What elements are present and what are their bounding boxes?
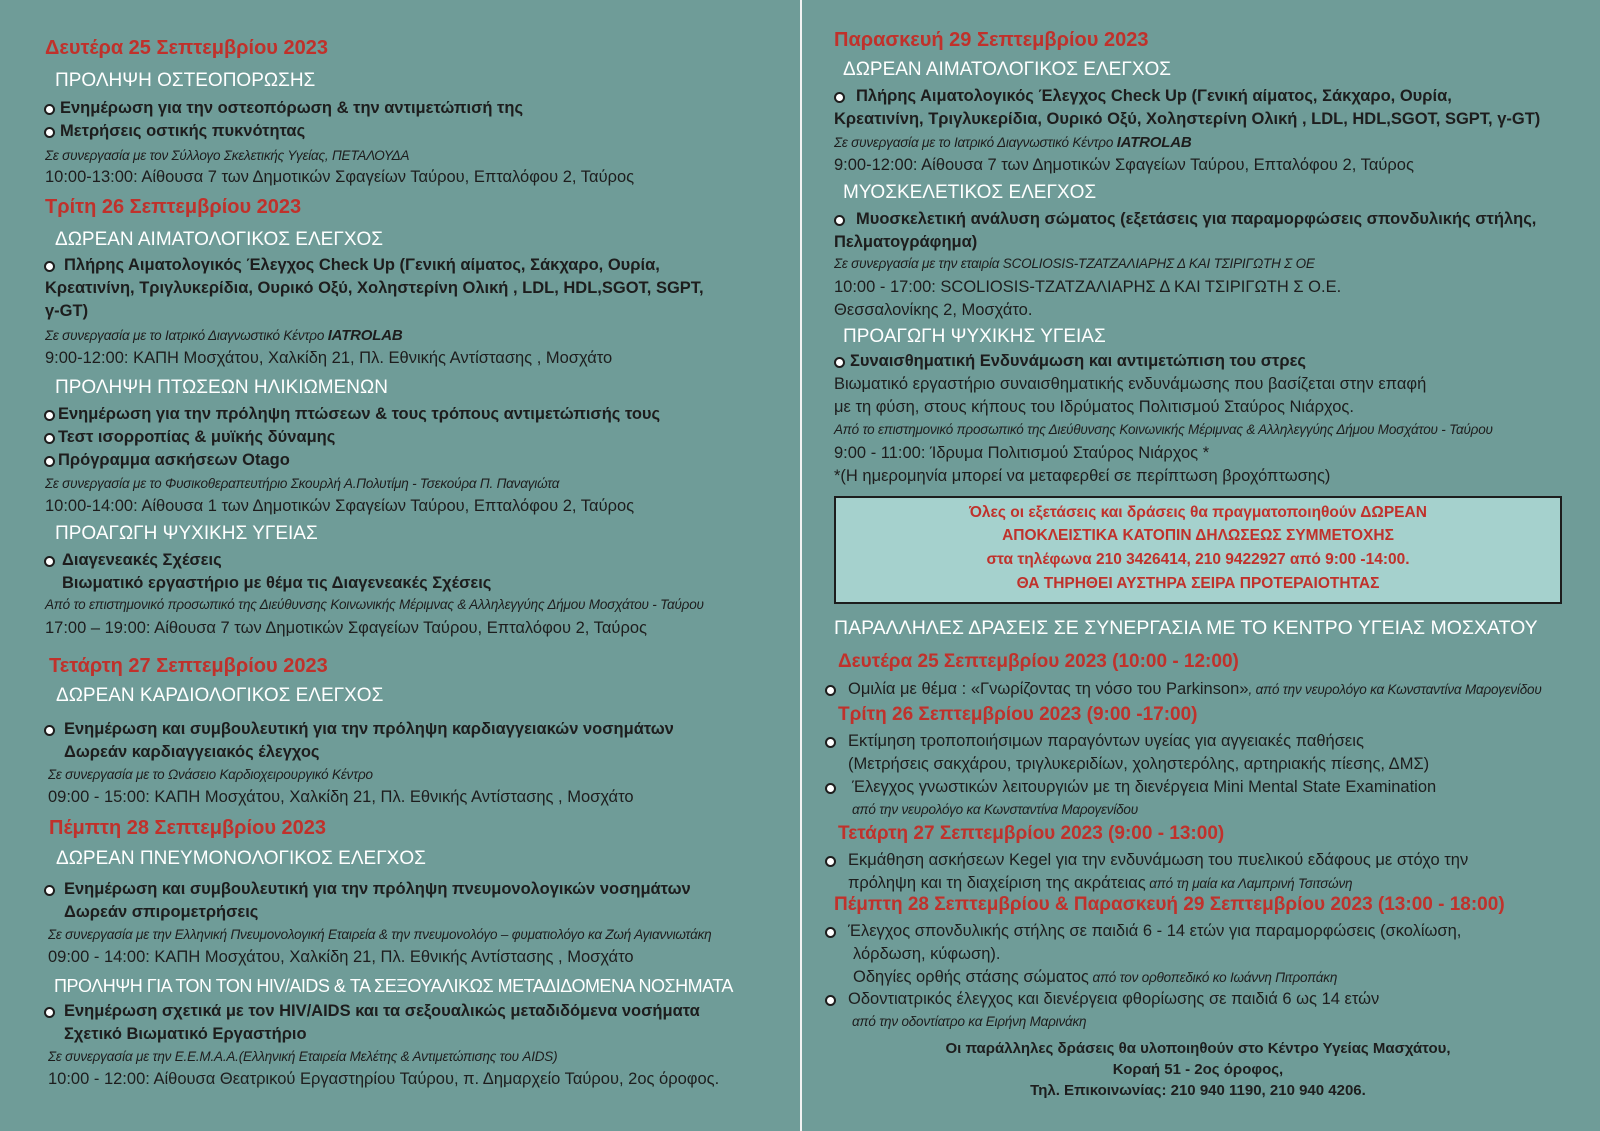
bullet-icon — [834, 357, 845, 368]
bullet-icon — [44, 433, 55, 444]
list-item: Ενημέρωση και συμβουλευτική για την πρόληψη πνευμονολογικών νοσημάτων — [64, 880, 691, 898]
fold-divider — [800, 0, 802, 1131]
footer-address: Κοραή 51 - 2ος όροφος, — [1112, 1061, 1284, 1078]
time-location: 9:00-12:00: Αίθουσα 7 των Δημοτικών Σφαγείων Ταύρου, Επταλόφου 2, Ταύρος — [834, 156, 1414, 174]
list-item: Τεστ ισορροπίας & μυϊκής δύναμης — [58, 428, 336, 446]
section-title-blood-test: ΔΩΡΕΑΝ ΑΙΜΑΤΟΛΟΓΙΚΟΣ ΕΛΕΓΧΟΣ — [55, 229, 384, 250]
bullet-icon — [44, 104, 55, 115]
day-heading-tuesday: Τρίτη 26 Σεπτεμβρίου 2023 — [45, 196, 302, 218]
list-item-continued: Πελματογράφημα) — [834, 233, 978, 251]
bullet-icon — [825, 737, 836, 748]
list-item: Ομιλία με θέμα : «Γνωρίζοντας τη νόσο του Parkinson», από την νευρολόγο κα Κωνσταντίνα Μαρογενίδου — [848, 680, 1542, 698]
bullet-icon — [44, 456, 55, 467]
bullet-icon — [44, 410, 55, 421]
time-location: 10:00-13:00: Αίθουσα 7 των Δημοτικών Σφαγείων Ταύρου, Επταλόφου 2, Ταύρος — [45, 168, 635, 186]
day-heading-thursday: Πέμπτη 28 Σεπτεμβρίου 2023 — [49, 817, 327, 839]
list-item: Έλεγχος σπονδυλικής στήλης σε παιδιά 6 - 14 ετών για παραμορφώσεις (σκολίωση, — [848, 922, 1462, 940]
section-title-mental-health: ΠΡΟΑΓΩΓΗ ΨΥΧΙΚΗΣ ΥΓΕΙΑΣ — [55, 523, 318, 544]
section-title-mental-health: ΠΡΟΑΓΩΓΗ ΨΥΧΙΚΗΣ ΥΓΕΙΑΣ — [843, 326, 1106, 347]
time-location: 9:00-12:00: ΚΑΠΗ Μοσχάτου, Χαλκίδη 21, Πλ. Εθνικής Αντίστασης , Μοσχάτο — [45, 349, 613, 367]
partner-note: Σε συνεργασία με το Ωνάσειο Καρδιοχειρουργικό Κέντρο — [48, 767, 373, 782]
partner-note: Σε συνεργασία με την Ελληνική Πνευμονολογική Εταιρεία & την πνευμονολόγο – φυματιολόγο κα Ζωή Αγιαννιωτάκη — [48, 927, 712, 942]
parallel-day-heading: Τετάρτη 27 Σεπτεμβρίου 2023 (9:00 - 13:00) — [838, 823, 1225, 844]
time-location: 10:00 - 12:00: Αίθουσα Θεατρικού Εργαστηρίου Ταύρου, π. Δημαρχείο Ταύρου, 2ος όροφος. — [48, 1070, 720, 1088]
registration-notice-box — [834, 496, 1562, 604]
item-description: Βιωματικό εργαστήριο με θέμα τις Διαγενεακές Σχέσεις — [62, 574, 492, 592]
time-location: 09:00 - 14:00: ΚΑΠΗ Μοσχάτου, Χαλκίδη 21, Πλ. Εθνικής Αντίστασης , Μοσχάτο — [48, 948, 634, 966]
list-item-continued: Σχετικό Βιωματικό Εργαστήριο — [64, 1025, 307, 1043]
notice-line: ΘΑ ΤΗΡΗΘΕΙ ΑΥΣΤΗΡΑ ΣΕΙΡΑ ΠΡΟΤΕΡΑΙΟΤΗΤΑΣ — [1016, 575, 1380, 592]
parallel-day-heading: Πέμπτη 28 Σεπτεμβρίου & Παρασκευή 29 Σεπτεμβρίου 2023 (13:00 - 18:00) — [834, 894, 1505, 915]
time-location: 9:00 - 11:00: Ίδρυμα Πολιτισμού Σταύρος Νιάρχος * — [834, 444, 1210, 462]
partner-note: Σε συνεργασία με το Φυσικοθεραπευτήριο Σκουρλή Α.Πολυτίμη - Τσεκούρα Π. Παναγιώτα — [45, 476, 560, 491]
partner-note: Από το επιστημονικό προσωπικό της Διεύθυνσης Κοινωνικής Μέριμνας & Αλληλεγγύης Δήμου Μοσχάτου - Ταύρου — [45, 597, 704, 612]
footer-line: Οι παράλληλες δράσεις θα υλοποιηθούν στο Κέντρο Υγείας Μασχάτου, — [945, 1040, 1451, 1057]
list-item: Διαγενεακές Σχέσεις — [62, 551, 222, 569]
bullet-icon — [825, 783, 836, 794]
speaker-note: από τη μαία κα Λαμπρινή Τσιτσώνη — [1145, 876, 1353, 891]
partner-note: Σε συνεργασία με το Ιατρικό Διαγνωστικό Κέντρο IATROLAB — [834, 134, 1192, 151]
list-item: Ενημέρωση σχετικά με τον HIV/AIDS και τα σεξουαλικώς μεταδιδόμενα νοσήματα — [64, 1002, 700, 1020]
speaker-note: από τον ορθοπεδικό κο Ιωάννη Πιτροπάκη — [1088, 970, 1338, 985]
parallel-actions-title: ΠΑΡΑΛΛΗΛΕΣ ΔΡΑΣΕΙΣ ΣΕ ΣΥΝΕΡΓΑΣΙΑ ΜΕ ΤΟ ΚΕΝΤΡΟ ΥΓΕΙΑΣ ΜΟΣΧΑΤΟΥ — [834, 617, 1538, 639]
day-heading-wednesday: Τετάρτη 27 Σεπτεμβρίου 2023 — [49, 655, 328, 677]
list-item: Οδοντιατρικός έλεγχος και διενέργεια φθορίωσης σε παιδιά 6 ως 14 ετών — [848, 990, 1380, 1008]
speaker-note: από την νευρολόγο κα Κωνσταντίνα Μαρογενίδου — [852, 802, 1138, 817]
list-item-continued: γ-GT) — [45, 302, 89, 320]
partner-note: Σε συνεργασία με το Ιατρικό Διαγνωστικό Κέντρο IATROLAB — [45, 327, 403, 344]
list-item: Εκμάθηση ασκήσεων Kegel για την ενδυνάμωση του πυελικού εδάφους με στόχο την — [848, 851, 1469, 869]
list-item-continued: Κρεατινίνη, Τριγλυκερίδια, Ουρικό Οξύ, Χοληστερίνη Ολική , LDL, HDL,SGOT, SGPT, — [45, 279, 704, 297]
partner-note: Σε συνεργασία με τον Σύλλογο Σκελετικής Υγείας, ΠΕΤΑΛΟΥΔΑ — [45, 148, 410, 163]
bullet-icon — [825, 927, 836, 938]
section-title-hiv-aids: ΠΡΟΛΗΨΗ ΓΙΑ ΤΟΝ ΤΟΝ HIV/AIDS & ΤΑ ΣΕΞΟΥΑΛΙΚΩΣ ΜΕΤΑΔΙΔΟΜΕΝΑ ΝΟΣΗΜΑΤΑ — [54, 976, 733, 996]
list-item: Πλήρης Αιματολογικός Έλεγχος Check Up (Γενική αίματος, Σάκχαρο, Ουρία, — [64, 256, 660, 274]
parallel-day-heading: Δευτέρα 25 Σεπτεμβρίου 2023 (10:00 - 12:00) — [838, 651, 1239, 672]
bullet-icon — [44, 885, 55, 896]
list-item-continued: λόρδωση, κύφωση). — [853, 945, 1001, 963]
speaker-note: από την οδοντίατρο κα Ειρήνη Μαρινάκη — [852, 1014, 1087, 1029]
partner-brand: IATROLAB — [1116, 134, 1192, 151]
address: Θεσσαλονίκης 2, Μοσχάτο. — [834, 301, 1033, 319]
partner-note: Σε συνεργασία με την εταιρία SCOLIOSIS-ΤΖΑΤΖΑΛΙΑΡΗΣ Δ ΚΑΙ ΤΣΙΡΙΓΩΤΗ Σ ΟΕ — [834, 256, 1315, 271]
day-heading-friday: Παρασκευή 29 Σεπτεμβρίου 2023 — [834, 29, 1149, 51]
time-location: 09:00 - 15:00: ΚΑΠΗ Μοσχάτου, Χαλκίδη 21, Πλ. Εθνικής Αντίστασης , Μοσχάτο — [48, 788, 634, 806]
list-item-continued: Οδηγίες ορθής στάσης σώματος από τον ορθοπεδικό κο Ιωάννη Πιτροπάκη — [853, 968, 1338, 986]
bullet-icon — [44, 261, 55, 272]
list-item: Ενημέρωση για την πρόληψη πτώσεων & τους τρόπους αντιμετώπισής τους — [58, 405, 661, 423]
bullet-icon — [834, 215, 845, 226]
bullet-icon — [825, 995, 836, 1006]
footer-phones: Τηλ. Επικοινωνίας: 210 940 1190, 210 940 4206. — [1030, 1082, 1366, 1099]
list-item-continued: Κρεατινίνη, Τριγλυκερίδια, Ουρικό Οξύ, Χοληστερίνη Ολική , LDL, HDL,SGOT, SGPT, γ-GT) — [834, 110, 1541, 128]
item-description: Βιωματικό εργαστήριο συναισθηματικής ενδυνάμωσης που βασίζεται στην επαφή — [834, 375, 1427, 393]
bullet-icon — [825, 856, 836, 867]
list-item-continued: πρόληψη και τη διαχείριση της ακράτειας από τη μαία κα Λαμπρινή Τσιτσώνη — [848, 874, 1353, 892]
partner-brand: IATROLAB — [327, 327, 403, 344]
time-location: 10:00-14:00: Αίθουσα 1 των Δημοτικών Σφαγείων Ταύρου, Επταλόφου 2, Ταύρος — [45, 497, 635, 515]
time-location: 10:00 - 17:00: SCOLIOSIS-ΤΖΑΤΖΑΛΙΑΡΗΣ Δ ΚΑΙ ΤΣΙΡΙΓΩΤΗ Σ Ο.Ε. — [834, 278, 1342, 296]
bullet-icon — [44, 725, 55, 736]
section-title-cardiology: ΔΩΡΕΑΝ ΚΑΡΔΙΟΛΟΓΙΚΟΣ ΕΛΕΓΧΟΣ — [56, 685, 384, 706]
list-item: Πρόγραμμα ασκήσεων Otago — [58, 451, 290, 469]
list-item: Ενημέρωση και συμβουλευτική για την πρόληψη καρδιαγγειακών νοσημάτων — [64, 720, 674, 738]
bullet-icon — [44, 127, 55, 138]
weather-note: *(Η ημερομηνία μπορεί να μεταφερθεί σε περίπτωση βροχόπτωσης) — [834, 467, 1331, 485]
notice-line: Όλες οι εξετάσεις και δράσεις θα πραγματοποιηθούν ΔΩΡΕΑΝ — [969, 504, 1427, 521]
speaker-note: , από την νευρολόγο κα Κωνσταντίνα Μαρογενίδου — [1248, 682, 1542, 697]
bullet-icon — [44, 556, 55, 567]
list-item: Μετρήσεις οστικής πυκνότητας — [60, 122, 306, 140]
parallel-day-heading: Τρίτη 26 Σεπτεμβρίου 2023 (9:00 -17:00) — [838, 704, 1198, 725]
day-heading-monday: Δευτέρα 25 Σεπτεμβρίου 2023 — [45, 37, 328, 59]
section-title-pneumonology: ΔΩΡΕΑΝ ΠΝΕΥΜΟΝΟΛΟΓΙΚΟΣ ΕΛΕΓΧΟΣ — [56, 848, 426, 869]
partner-note: Σε συνεργασία με την Ε.Ε.Μ.Α.Α.(Ελληνική Εταιρεία Μελέτης & Αντιμετώπισης του AIDS) — [48, 1049, 558, 1064]
section-title-musculoskeletal: ΜΥΟΣΚΕΛΕΤΙΚΟΣ ΕΛΕΓΧΟΣ — [843, 182, 1097, 203]
time-location: 17:00 – 19:00: Αίθουσα 7 των Δημοτικών Σφαγείων Ταύρου, Επταλόφου 2, Ταύρος — [45, 619, 647, 637]
list-item: Εκτίμηση τροποποιήσιμων παραγόντων υγείας για αγγειακές παθήσεις — [848, 732, 1364, 750]
item-description: με τη φύση, στους κήπους του Ιδρύματος Πολιτισμού Σταύρος Νιάρχος. — [834, 398, 1354, 416]
list-item: Ενημέρωση για την οστεοπόρωση & την αντιμετώπισή της — [60, 99, 524, 117]
list-item-continued: Δωρεάν σπιρομετρήσεις — [64, 903, 259, 921]
section-title-blood-test: ΔΩΡΕΑΝ ΑΙΜΑΤΟΛΟΓΙΚΟΣ ΕΛΕΓΧΟΣ — [843, 59, 1172, 80]
bullet-icon — [834, 92, 845, 103]
notice-phones: στα τηλέφωνα 210 3426414, 210 9422927 από 9:00 -14:00. — [986, 551, 1410, 568]
list-item: Μυοσκελετική ανάλυση σώματος (εξετάσεις για παραμορφώσεις σπονδυλικής στήλης, — [856, 210, 1537, 228]
bullet-icon — [44, 1007, 55, 1018]
list-item-continued: (Μετρήσεις σακχάρου, τριγλυκεριδίων, χοληστερόλης, αρτηριακής πίεσης, ΔΜΣ) — [848, 755, 1430, 773]
list-item: Συναισθηματική Ενδυνάμωση και αντιμετώπιση του στρες — [850, 352, 1306, 370]
bullet-icon — [825, 685, 836, 696]
partner-note: Από το επιστημονικό προσωπικό της Διεύθυνσης Κοινωνικής Μέριμνας & Αλληλεγγύης Δήμου Μοσχάτου - Ταύρου — [834, 422, 1493, 437]
section-title-falls: ΠΡΟΛΗΨΗ ΠΤΩΣΕΩΝ ΗΛΙΚΙΩΜΕΝΩΝ — [55, 377, 388, 398]
list-item-continued: Δωρεάν καρδιαγγειακός έλεγχος — [64, 743, 320, 761]
list-item: Πλήρης Αιματολογικός Έλεγχος Check Up (Γενική αίματος, Σάκχαρο, Ουρία, — [856, 87, 1452, 105]
notice-line: ΑΠΟΚΛΕΙΣΤΙΚΑ ΚΑΤΟΠΙΝ ΔΗΛΩΣΕΩΣ ΣΥΜΜΕΤΟΧΗΣ — [1002, 527, 1394, 544]
section-title-osteoporosis: ΠΡΟΛΗΨΗ ΟΣΤΕΟΠΟΡΩΣΗΣ — [55, 70, 316, 91]
list-item: Έλεγχος γνωστικών λειτουργιών με τη διενέργεια Mini Mental State Examination — [852, 778, 1437, 796]
